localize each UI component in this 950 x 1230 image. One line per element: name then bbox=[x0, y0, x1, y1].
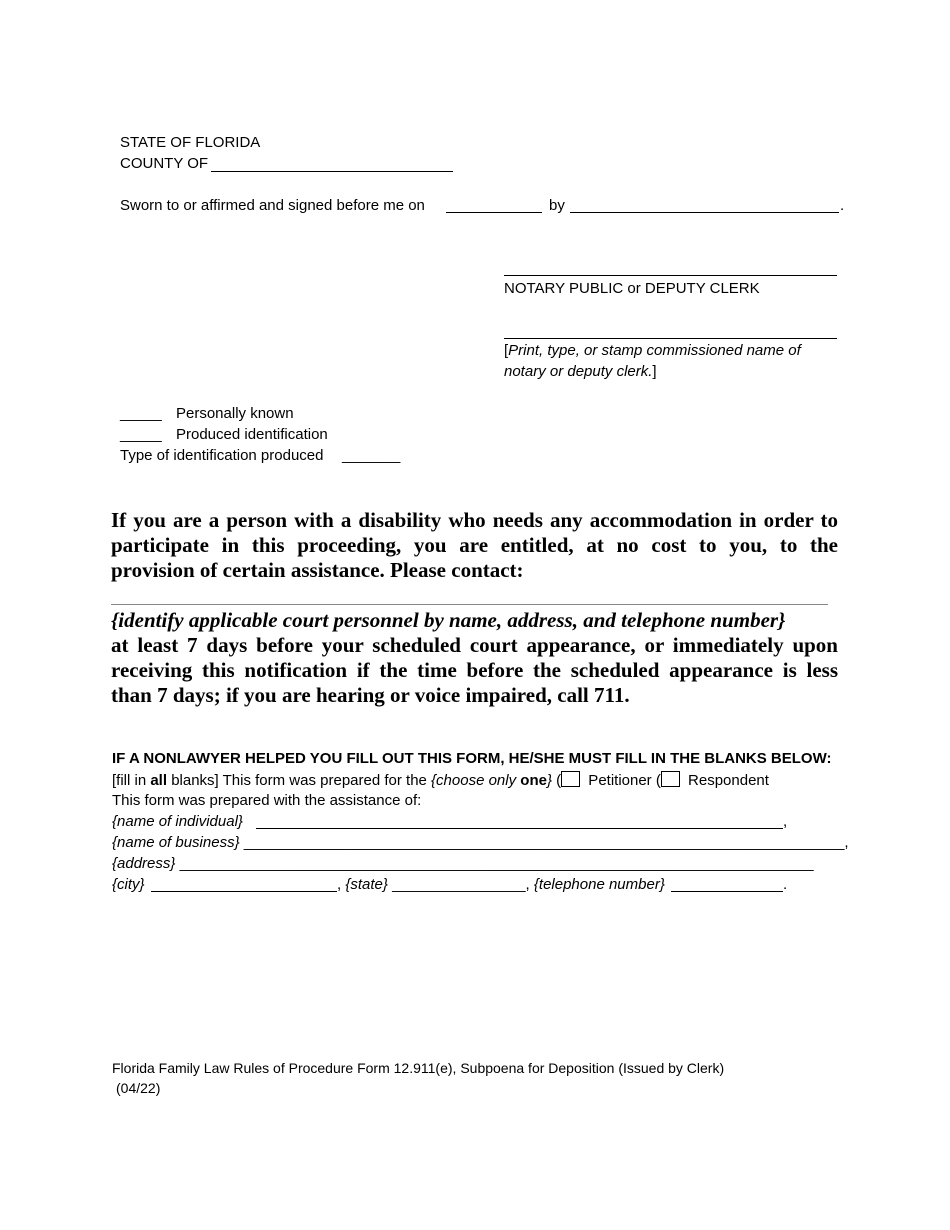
county-label: COUNTY OF bbox=[120, 155, 209, 172]
contact-line[interactable] bbox=[111, 604, 828, 605]
ada-notice-line1: If you are a person with a disability who needs any accommodation in order to bbox=[111, 508, 838, 532]
produced-id-blank[interactable]: _____ bbox=[120, 426, 162, 443]
petitioner-checkbox[interactable] bbox=[561, 771, 580, 787]
assistance-label: This form was prepared with the assistance of: bbox=[112, 792, 422, 809]
prepared-for-line: [fill in all blanks] This form was prepared for the {choose only one} ( Petitioner ( Respondent bbox=[112, 772, 769, 789]
name-individual-label: {name of individual} bbox=[112, 813, 243, 830]
nonlawyer-heading: IF A NONLAWYER HELPED YOU FILL OUT THIS FORM, HE/SHE MUST FILL IN THE BLANKS BELOW: bbox=[112, 750, 832, 767]
name-individual-field[interactable] bbox=[256, 828, 783, 829]
personally-known-label: Personally known bbox=[176, 405, 294, 422]
county-field[interactable] bbox=[211, 171, 453, 172]
footer-revision-date: (04/22) bbox=[116, 1080, 161, 1096]
notary-label: NOTARY PUBLIC or DEPUTY CLERK bbox=[504, 280, 760, 297]
notary-signature-line[interactable] bbox=[504, 275, 837, 276]
respondent-checkbox[interactable] bbox=[661, 771, 680, 787]
address-row: {address} ____________________________________________________________________________ bbox=[112, 855, 814, 872]
name-individual-comma: , bbox=[783, 813, 788, 830]
ada-notice-line6: than 7 days; if you are hearing or voice impaired, call 711. bbox=[111, 683, 630, 707]
state-row: , {state} ________________, {telephone number} bbox=[337, 876, 665, 893]
id-type-label: Type of identification produced bbox=[120, 447, 324, 464]
telephone-field[interactable] bbox=[671, 891, 783, 892]
id-type-blank[interactable]: _______ bbox=[342, 447, 401, 464]
ada-notice-line3: provision of certain assistance. Please contact: bbox=[111, 558, 524, 582]
ada-notice-line2: participate in this proceeding, you are entitled, at no cost to you, to the bbox=[111, 533, 838, 557]
personally-known-blank[interactable]: _____ bbox=[120, 405, 162, 422]
print-instruction-line1: [Print, type, or stamp commissioned name of bbox=[504, 342, 801, 359]
name-business-field[interactable]: ________________________________________________________________________ bbox=[243, 834, 845, 851]
date-field[interactable] bbox=[446, 212, 542, 213]
notary-name-line[interactable] bbox=[504, 338, 837, 339]
ada-notice-line4: at least 7 days before your scheduled court appearance, or immediately upon bbox=[111, 633, 838, 657]
state-field[interactable]: ________________ bbox=[392, 876, 526, 893]
by-label: by bbox=[549, 197, 565, 214]
ada-notice-line5: receiving this notification if the time before the scheduled appearance is less bbox=[111, 658, 838, 682]
sworn-text: Sworn to or affirmed and signed before me on bbox=[120, 197, 425, 214]
city-row-period: . bbox=[783, 876, 788, 893]
address-field[interactable]: ____________________________________________________________________________ bbox=[179, 855, 814, 872]
footer-form-name: Florida Family Law Rules of Procedure Form 12.911(e), Subpoena for Deposition (Issued by Clerk) bbox=[112, 1060, 725, 1076]
city-label: {city} bbox=[112, 876, 145, 893]
produced-id-label: Produced identification bbox=[176, 426, 328, 443]
state-label: STATE OF FLORIDA bbox=[120, 134, 261, 151]
signer-name-field[interactable] bbox=[570, 212, 839, 213]
contact-placeholder: {identify applicable court personnel by name, address, and telephone number} bbox=[111, 608, 786, 632]
print-instruction-line2: notary or deputy clerk.] bbox=[504, 363, 657, 380]
name-business-row: {name of business} ________________________________________________________________________, bbox=[112, 834, 849, 851]
city-field[interactable] bbox=[151, 891, 337, 892]
sworn-period: . bbox=[840, 197, 845, 214]
